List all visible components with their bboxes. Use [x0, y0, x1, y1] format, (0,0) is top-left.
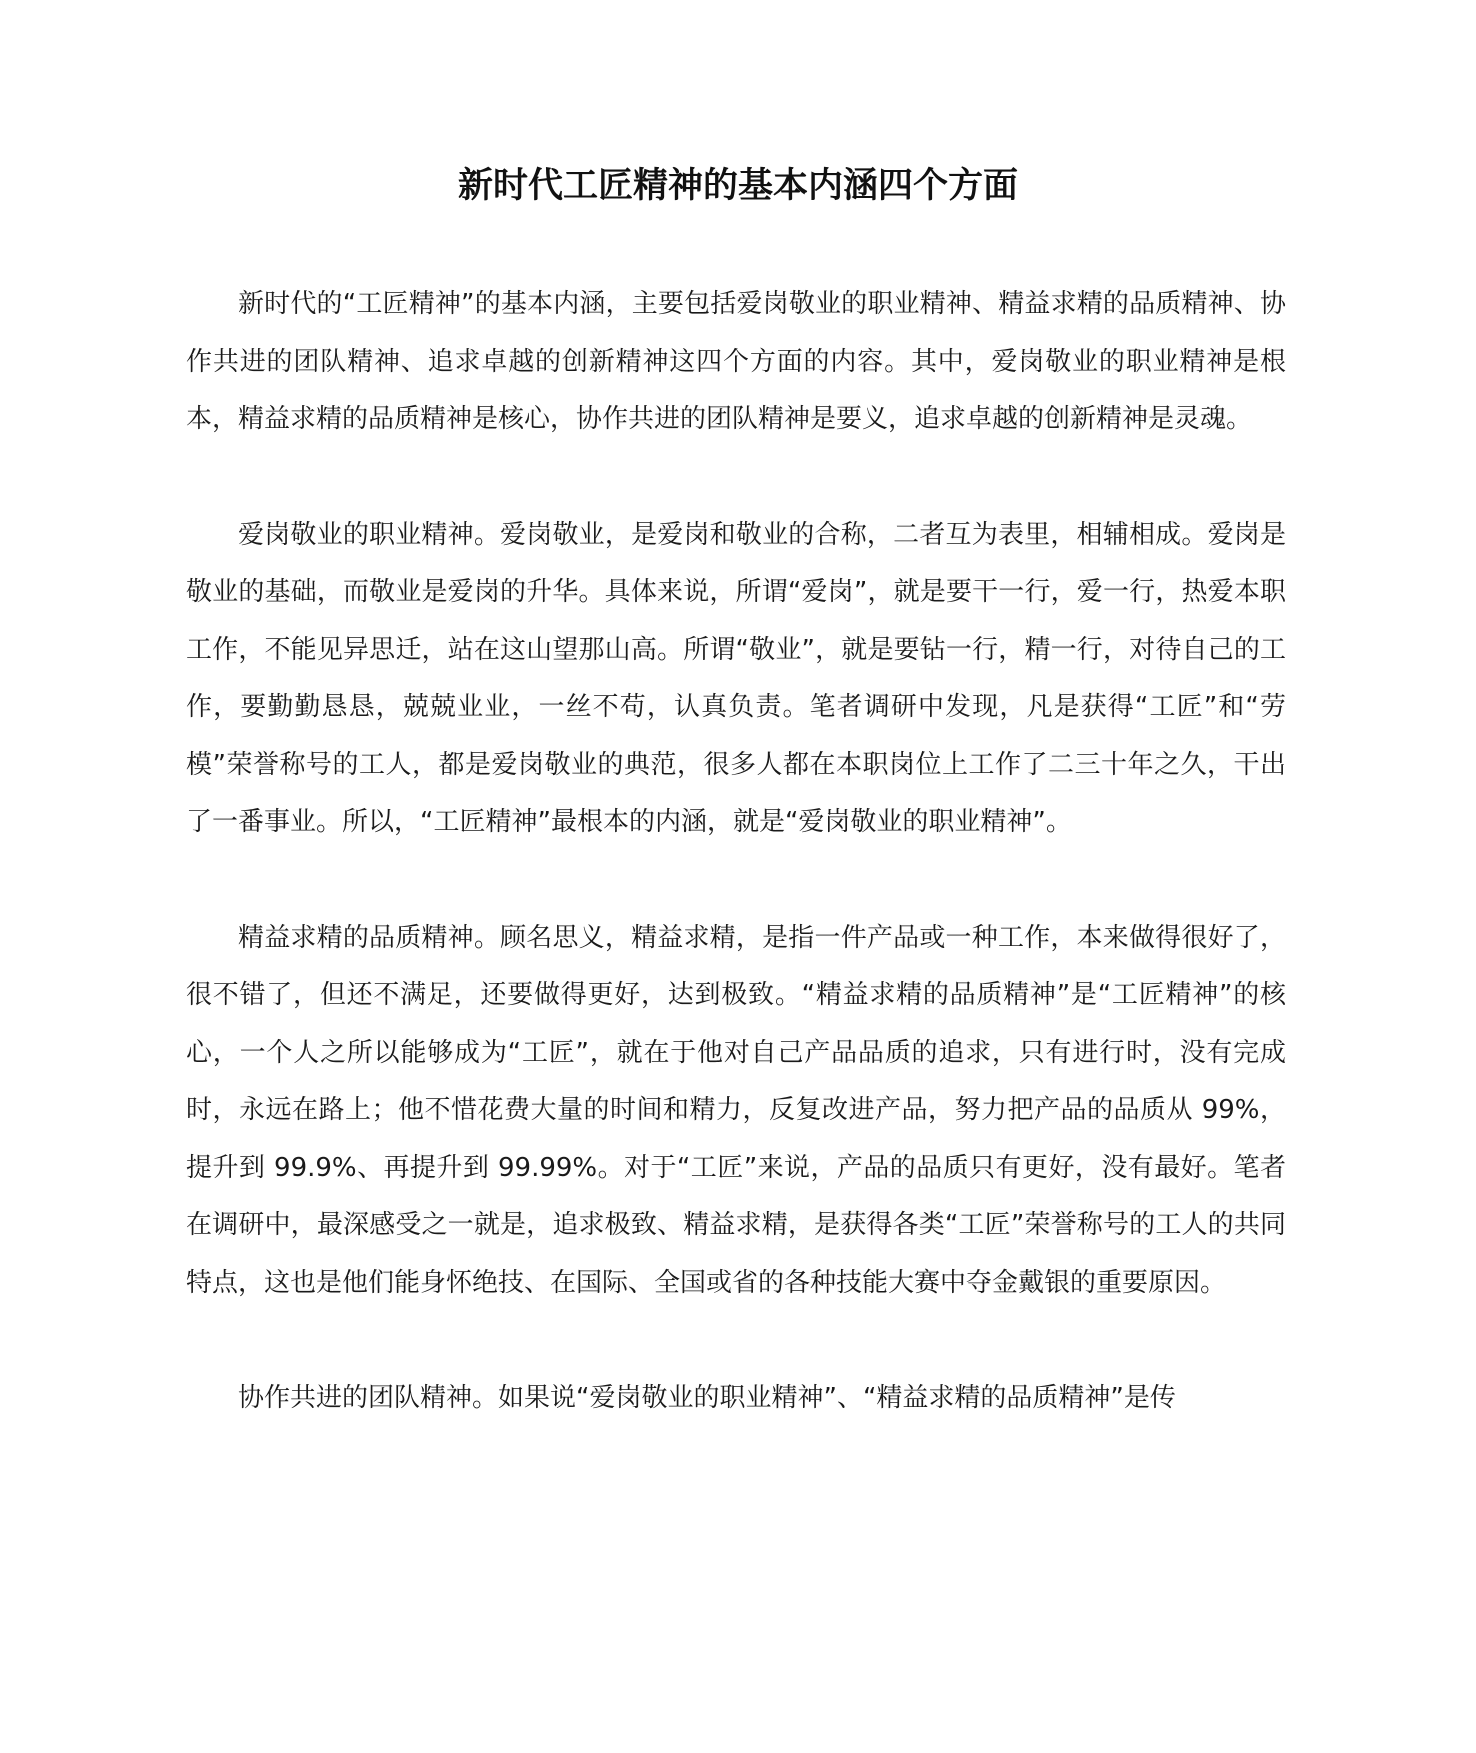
- document-body: [186, 276, 1286, 1486]
- paragraph-professional-spirit: 爱岗敬业的职业精神。爱岗敬业，是爱岗和敬业的合称，二者互为表里，相辅相成。爱岗是敬业的基础，而敬业是爱岗的升华。具体来说，所谓“爱岗”，就是要干一行，爱一行，热爱本职工作，不能见异思迁，站在这山望那山高。所谓“敬业”，就是要钻一行，精一行，对待自己的工作，要勤勤恳恳，兢兢业业，一丝不苟，认真负责。笔者调研中发现，凡是获得“工匠”和“劳模”荣誉称号的工人，都是爱岗敬业的典范，很多人都在本职岗位上工作了二三十年之久，干出了一番事业。所以，“工匠精神”最根本的内涵，就是“爱岗敬业的职业精神”。: [186, 519, 1286, 837]
- paragraph-quality-spirit: 精益求精的品质精神。顾名思义，精益求精，是指一件产品或一种工作，本来做得很好了，很不错了，但还不满足，还要做得更好，达到极致。“精益求精的品质精神”是“工匠精神”的核心，一个人之所以能够成为“工匠”，就在于他对自己产品品质的追求，只有进行时，没有完成时，永远在路上；他不惜花费大量的时间和精力，反复改进产品，努力把产品的品质从 99%，提升到 99.9%、再提升到 99.99%。对于“工匠”来说，产品的品质只有更好，没有最好。笔者在调研中，最深感受之一就是，追求极致、精益求精，是获得各类“工匠”荣誉称号的工人的共同特点，这也是他们能身怀绝技、在国际、全国或省的各种技能大赛中夺金戴银的重要原因。: [186, 922, 1286, 1298]
- paragraph-intro: 新时代的“工匠精神”的基本内涵，主要包括爱岗敬业的职业精神、精益求精的品质精神、协作共进的团队精神、追求卓越的创新精神这四个方面的内容。其中，爱岗敬业的职业精神是根本，精益求精的品质精神是核心，协作共进的团队精神是要义，追求卓越的创新精神是灵魂。: [186, 289, 1286, 434]
- page-title: 新时代工匠精神的基本内涵四个方面: [457, 166, 1018, 206]
- paragraph-team-spirit: 协作共进的团队精神。如果说“爱岗敬业的职业精神”、“精益求精的品质精神”是传: [238, 1383, 1176, 1413]
